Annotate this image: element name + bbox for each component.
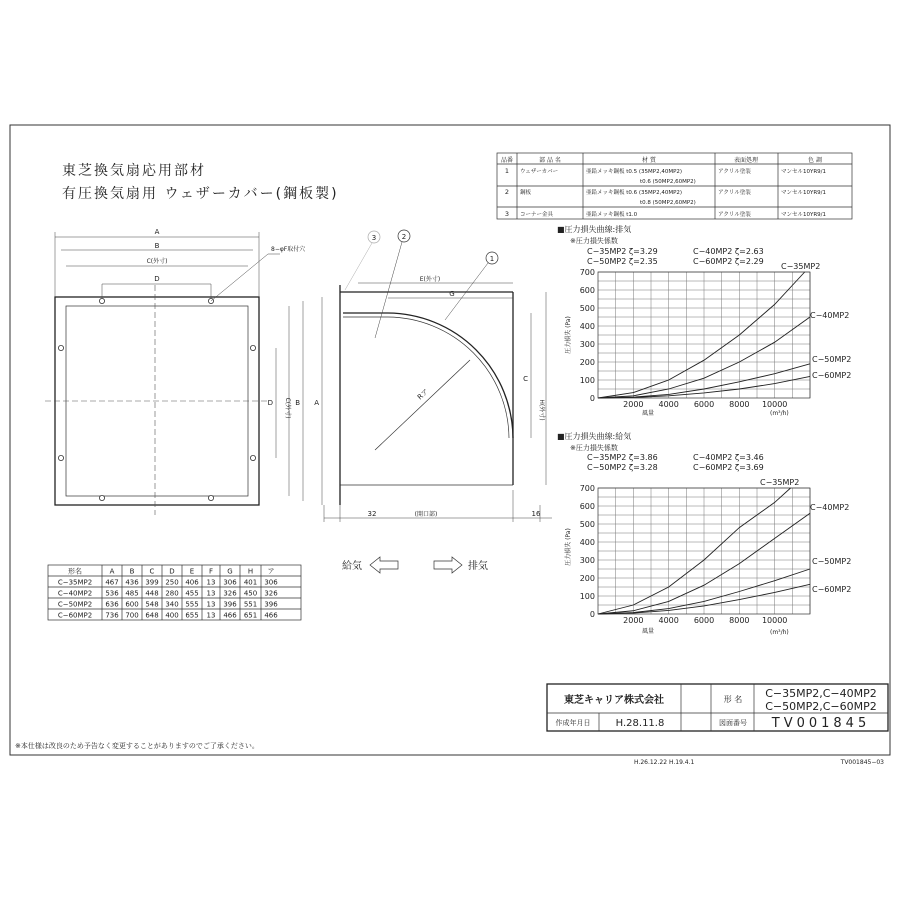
side-dim-right: 16 bbox=[531, 510, 541, 518]
dim-table-cell: C−60MP2 bbox=[57, 611, 93, 620]
front-hole-label: 8−φF取付穴 bbox=[271, 246, 306, 253]
chart2-title: ■圧力損失曲線:給気 bbox=[557, 432, 632, 441]
drawing-no-value: TV001845 bbox=[771, 716, 871, 731]
y-tick-label: 700 bbox=[579, 484, 595, 493]
balloon-3-label: 3 bbox=[371, 234, 377, 242]
dim-table-cell: 326 bbox=[264, 589, 278, 598]
front-view bbox=[45, 228, 322, 515]
parts-row1-color: マンセル10YR9/1 bbox=[781, 169, 827, 175]
series-label: C−60MP2 bbox=[812, 585, 852, 594]
dim-table-cell: 306 bbox=[223, 578, 237, 587]
dim-table-cell: 306 bbox=[264, 578, 278, 587]
cover-curve-outer bbox=[343, 313, 513, 438]
dim-table-cell: 396 bbox=[264, 600, 278, 609]
dim-table-header: A bbox=[109, 567, 115, 576]
dim-table-cell: 13 bbox=[206, 589, 216, 598]
parts-row3-color: マンセル10YR9/1 bbox=[781, 212, 827, 218]
dim-table-cell: 651 bbox=[243, 611, 258, 620]
dim-table-cell: 340 bbox=[165, 600, 179, 609]
dim-table-cell: 250 bbox=[165, 578, 179, 587]
mount-hole bbox=[250, 345, 255, 350]
parts-row3-finish: アクリル塗装 bbox=[718, 212, 751, 218]
dim-table-cell: 13 bbox=[206, 611, 216, 620]
chart2-coef-2: C−40MP2 ζ=3.46 bbox=[693, 453, 764, 462]
dim-table-cell: C−50MP2 bbox=[57, 600, 93, 609]
y-tick-label: 100 bbox=[579, 592, 595, 601]
chart1-coef-2: C−40MP2 ζ=2.63 bbox=[693, 247, 764, 256]
x-tick-label: 10000 bbox=[761, 400, 788, 409]
chart2-coef-1: C−35MP2 ζ=3.86 bbox=[587, 453, 658, 462]
mount-hole bbox=[99, 298, 104, 303]
x-tick-label: 8000 bbox=[729, 616, 750, 625]
model-label: 形 名 bbox=[723, 695, 743, 704]
y-tick-label: 500 bbox=[579, 520, 595, 529]
x-tick-label: 10000 bbox=[761, 616, 788, 625]
parts-row2-mat2: t0.8 (50MP2,60MP2) bbox=[640, 200, 696, 206]
parts-row3-name: コーナー金具 bbox=[520, 212, 554, 218]
dim-table-cell: 13 bbox=[206, 578, 216, 587]
model-line2: C−50MP2,C−60MP2 bbox=[765, 700, 877, 713]
chart2-xunit: (m³/h) bbox=[770, 629, 789, 636]
dimension-table bbox=[48, 565, 301, 620]
y-tick-label: 600 bbox=[579, 286, 595, 295]
dim-table-cell: 600 bbox=[125, 600, 139, 609]
x-tick-label: 2000 bbox=[623, 616, 644, 625]
chart1-subtitle: ※圧力損失係数 bbox=[570, 237, 618, 245]
series-label: C−35MP2 bbox=[781, 262, 821, 271]
dim-table-cell: 548 bbox=[145, 600, 159, 609]
front-side-dim-a: A bbox=[314, 399, 319, 407]
dim-table-cell: 466 bbox=[264, 611, 278, 620]
parts-header-no: 品番 bbox=[500, 157, 514, 164]
y-tick-label: 100 bbox=[579, 376, 595, 385]
dim-table-header: C bbox=[149, 567, 155, 576]
dim-table-cell: 466 bbox=[223, 611, 237, 620]
series-label: C−35MP2 bbox=[760, 478, 800, 487]
dim-table-cell: 400 bbox=[165, 611, 179, 620]
parts-table bbox=[497, 153, 852, 219]
parts-header-finish: 表面処理 bbox=[733, 157, 759, 164]
document-id: TV001845−03 bbox=[840, 759, 884, 766]
dim-table-cell: 436 bbox=[125, 578, 139, 587]
x-tick-label: 4000 bbox=[658, 616, 679, 625]
front-dim-d: D bbox=[154, 275, 160, 283]
parts-row2-no: 2 bbox=[504, 188, 510, 196]
chart1-title: ■圧力損失曲線:排気 bbox=[557, 225, 632, 234]
parts-row2-name: 鋼板 bbox=[520, 190, 532, 196]
mount-hole bbox=[208, 495, 213, 500]
dim-table-cell: 406 bbox=[185, 578, 199, 587]
flow-supply-label: 給気 bbox=[342, 561, 362, 572]
front-side-dim-b: B bbox=[295, 399, 300, 407]
mount-hole bbox=[58, 455, 63, 460]
pressure-loss-chart-exhaust bbox=[557, 224, 851, 417]
origin-tick-label: 0 bbox=[589, 394, 595, 403]
balloon-1-label: 1 bbox=[489, 255, 495, 263]
y-tick-label: 200 bbox=[579, 358, 595, 367]
chart2-ylabel: 圧力損失 (Pa) bbox=[565, 528, 572, 566]
front-dim-b: B bbox=[154, 242, 160, 250]
mount-hole bbox=[99, 495, 104, 500]
side-dim-h: H(外寸) bbox=[538, 399, 545, 421]
front-dim-a: A bbox=[154, 228, 160, 236]
dim-table-header: B bbox=[129, 567, 135, 576]
mount-hole bbox=[58, 345, 63, 350]
sheet-border bbox=[10, 125, 890, 755]
dim-table-cell: 551 bbox=[243, 600, 258, 609]
side-dim-left: 32 bbox=[367, 510, 377, 518]
x-tick-label: 4000 bbox=[658, 400, 679, 409]
dim-table-header: G bbox=[227, 567, 233, 576]
balloon-2-label: 2 bbox=[401, 233, 407, 241]
parts-row1-mat2: t0.6 (50MP2,60MP2) bbox=[640, 179, 696, 185]
parts-row3-mat1: 亜鉛メッキ鋼板 t1.0 bbox=[586, 212, 638, 218]
dim-table-cell: 326 bbox=[223, 589, 237, 598]
chart2-coef-3: C−50MP2 ζ=3.28 bbox=[587, 463, 658, 472]
dim-table-cell: 648 bbox=[145, 611, 159, 620]
parts-row2-mat1: 亜鉛メッキ鋼板 t0.6 (35MP2,40MP2) bbox=[586, 190, 683, 196]
dim-table-cell: 485 bbox=[125, 589, 139, 598]
y-tick-label: 600 bbox=[579, 502, 595, 511]
series-label: C−50MP2 bbox=[812, 355, 852, 364]
chart1-coef-3: C−50MP2 ζ=2.35 bbox=[587, 257, 658, 266]
side-dim-opening: (開口部) bbox=[414, 511, 438, 518]
side-view bbox=[324, 230, 552, 522]
arrow-left-icon bbox=[370, 557, 398, 573]
y-tick-label: 700 bbox=[579, 268, 595, 277]
chart1-coef-1: C−35MP2 ζ=3.29 bbox=[587, 247, 658, 256]
date-value: H.28.11.8 bbox=[615, 718, 665, 729]
series-label: C−50MP2 bbox=[812, 557, 852, 566]
chart1-coef-4: C−60MP2 ζ=2.29 bbox=[693, 257, 764, 266]
dim-table-header: ア bbox=[267, 567, 275, 576]
parts-header-material: 材 質 bbox=[642, 157, 656, 164]
side-dim-c: C bbox=[523, 375, 528, 383]
dim-table-cell: 467 bbox=[105, 578, 119, 587]
y-tick-label: 400 bbox=[579, 538, 595, 547]
parts-row2-finish: アクリル塗装 bbox=[718, 190, 751, 196]
title-line1: 東芝換気扇応用部材 bbox=[62, 163, 206, 179]
title-block bbox=[547, 684, 888, 731]
chart2-xlabel: 風量 bbox=[642, 628, 655, 635]
y-tick-label: 200 bbox=[579, 574, 595, 583]
dim-table-cell: 455 bbox=[185, 589, 199, 598]
dim-table-cell: 448 bbox=[145, 589, 159, 598]
dim-table-header: H bbox=[247, 567, 254, 576]
parts-header-color: 色 調 bbox=[808, 157, 822, 164]
chart2-subtitle: ※圧力損失係数 bbox=[570, 444, 618, 452]
dim-table-cell: 700 bbox=[125, 611, 139, 620]
pressure-loss-chart-supply bbox=[557, 431, 851, 636]
dim-table-cell: 401 bbox=[243, 578, 258, 587]
series-label: C−40MP2 bbox=[810, 503, 850, 512]
front-dim-c: C(外寸) bbox=[146, 258, 168, 265]
dim-table-cell: 450 bbox=[243, 589, 258, 598]
dim-table-cell: 655 bbox=[185, 611, 199, 620]
y-tick-label: 400 bbox=[579, 322, 595, 331]
origin-tick-label: 0 bbox=[589, 610, 595, 619]
x-tick-label: 2000 bbox=[623, 400, 644, 409]
dim-table-cell: 636 bbox=[105, 600, 119, 609]
y-tick-label: 500 bbox=[579, 304, 595, 313]
dim-table-cell: 399 bbox=[145, 578, 159, 587]
series-label: C−40MP2 bbox=[810, 311, 850, 320]
side-dim-g: G bbox=[449, 290, 455, 298]
parts-row1-finish: アクリル塗装 bbox=[718, 169, 751, 175]
dim-table-cell: C−35MP2 bbox=[57, 578, 93, 587]
title-line2: 有圧換気扇用 ウェザーカバー(鋼板製) bbox=[62, 186, 339, 202]
dim-table-header: 形名 bbox=[68, 567, 82, 576]
series-label: C−60MP2 bbox=[812, 371, 852, 380]
drawing-no-label: 図面番号 bbox=[719, 719, 747, 727]
dim-table-cell: 555 bbox=[185, 600, 199, 609]
dim-table-header: F bbox=[208, 567, 214, 576]
flow-exhaust-label: 排気 bbox=[468, 561, 488, 572]
dim-table-cell: 396 bbox=[223, 600, 237, 609]
front-side-dim-d: D bbox=[267, 399, 273, 407]
flow-direction bbox=[342, 557, 488, 573]
dim-table-cell: C−40MP2 bbox=[57, 589, 93, 598]
parts-row1-mat1: 亜鉛メッキ鋼板 t0.5 (35MP2,40MP2) bbox=[586, 169, 683, 175]
side-radius-label: Rア bbox=[415, 387, 431, 402]
y-tick-label: 300 bbox=[579, 556, 595, 565]
y-tick-label: 300 bbox=[579, 340, 595, 349]
cover-curve-inner bbox=[343, 317, 509, 438]
x-tick-label: 6000 bbox=[693, 400, 715, 409]
chart1-xunit: (m³/h) bbox=[770, 410, 789, 417]
model-line1: C−35MP2,C−40MP2 bbox=[765, 687, 877, 700]
chart1-xlabel: 風量 bbox=[642, 410, 655, 417]
side-dim-e: E(外寸) bbox=[419, 276, 441, 283]
dim-table-cell: 280 bbox=[165, 589, 179, 598]
revision-history: H.26.12.22 H.19.4.1 bbox=[634, 759, 695, 766]
dim-table-cell: 536 bbox=[105, 589, 119, 598]
x-tick-label: 6000 bbox=[693, 616, 715, 625]
radius-leader bbox=[375, 360, 470, 450]
date-label: 作成年月日 bbox=[555, 719, 591, 727]
parts-header-name: 部 品 名 bbox=[539, 157, 561, 164]
chart1-ylabel: 圧力損失 (Pa) bbox=[565, 316, 572, 354]
chart2-coef-4: C−60MP2 ζ=3.69 bbox=[693, 463, 764, 472]
footer-note: ※本仕様は改良のため予告なく変更することがありますのでご了承ください。 bbox=[15, 742, 259, 750]
dim-table-cell: 13 bbox=[206, 600, 216, 609]
dim-table-cell: 736 bbox=[105, 611, 119, 620]
arrow-right-icon bbox=[434, 557, 462, 573]
parts-row1-name: ウェザーカバー bbox=[520, 169, 559, 175]
parts-row1-no: 1 bbox=[504, 167, 510, 175]
parts-row2-color: マンセル10YR9/1 bbox=[781, 190, 827, 196]
dim-table-header: E bbox=[189, 567, 195, 576]
mount-hole bbox=[250, 455, 255, 460]
parts-row3-no: 3 bbox=[504, 210, 510, 218]
dim-table-header: D bbox=[169, 567, 175, 576]
front-side-dim-c: C(外寸) bbox=[284, 397, 291, 419]
company-name: 東芝キャリア株式会社 bbox=[564, 695, 664, 706]
x-tick-label: 8000 bbox=[729, 400, 750, 409]
